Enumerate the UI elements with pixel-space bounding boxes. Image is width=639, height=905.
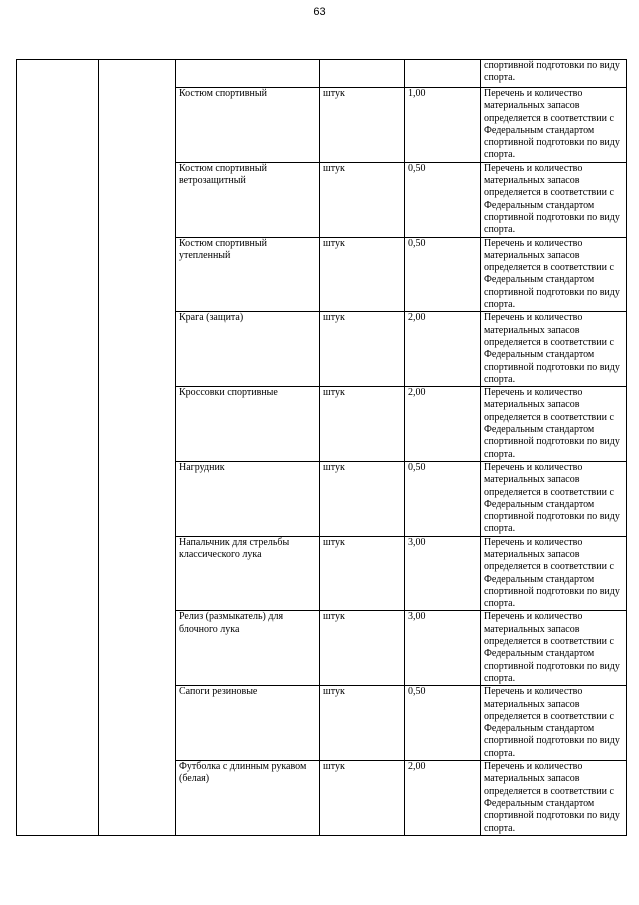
cell-name: Напальчник для стрельбы классического лука	[176, 536, 320, 611]
cell-quantity: 3,00	[405, 536, 481, 611]
cell-name: Футболка с длинным рукавом (белая)	[176, 761, 320, 836]
cell-quantity: 0,50	[405, 162, 481, 237]
page-number: 63	[313, 6, 326, 18]
cell-note: Перечень и количество материальных запасов определяется в соответствии с Федеральным стандартом спортивной подготовки по виду спорта.	[481, 761, 627, 836]
cell-note: Перечень и количество материальных запасов определяется в соответствии с Федеральным стандартом спортивной подготовки по виду спорта.	[481, 88, 627, 163]
cell-unit: штук	[320, 162, 405, 237]
cell-note: Перечень и количество материальных запасов определяется в соответствии с Федеральным стандартом спортивной подготовки по виду спорта.	[481, 536, 627, 611]
cell-note: спортивной подготовки по виду спорта.	[481, 60, 627, 88]
cell-note: Перечень и количество материальных запасов определяется в соответствии с Федеральным стандартом спортивной подготовки по виду спорта.	[481, 686, 627, 761]
cell-name: Сапоги резиновые	[176, 686, 320, 761]
cell-note: Перечень и количество материальных запасов определяется в соответствии с Федеральным стандартом спортивной подготовки по виду спорта.	[481, 162, 627, 237]
cell-quantity: 1,00	[405, 88, 481, 163]
cell-quantity: 2,00	[405, 761, 481, 836]
cell-unit: штук	[320, 237, 405, 312]
cell-unit: штук	[320, 686, 405, 761]
cell-note: Перечень и количество материальных запасов определяется в соответствии с Федеральным стандартом спортивной подготовки по виду спорта.	[481, 611, 627, 686]
side-column-2	[99, 60, 176, 836]
cell-quantity: 0,50	[405, 686, 481, 761]
cell-unit: штук	[320, 312, 405, 387]
cell-note: Перечень и количество материальных запасов определяется в соответствии с Федеральным стандартом спортивной подготовки по виду спорта.	[481, 461, 627, 536]
cell-quantity: 3,00	[405, 611, 481, 686]
cell-quantity: 2,00	[405, 312, 481, 387]
cell-name: Релиз (размыкатель) для блочного лука	[176, 611, 320, 686]
side-column-1	[17, 60, 99, 836]
cell-name: Костюм спортивный утепленный	[176, 237, 320, 312]
cell-note: Перечень и количество материальных запасов определяется в соответствии с Федеральным стандартом спортивной подготовки по виду спорта.	[481, 387, 627, 462]
cell-quantity	[405, 60, 481, 88]
cell-name: Кроссовки спортивные	[176, 387, 320, 462]
cell-unit	[320, 60, 405, 88]
materials-table	[16, 59, 627, 836]
cell-unit: штук	[320, 611, 405, 686]
continuation-row	[17, 60, 627, 88]
cell-unit: штук	[320, 461, 405, 536]
cell-name: Нагрудник	[176, 461, 320, 536]
cell-note: Перечень и количество материальных запасов определяется в соответствии с Федеральным стандартом спортивной подготовки по виду спорта.	[481, 237, 627, 312]
cell-note: Перечень и количество материальных запасов определяется в соответствии с Федеральным стандартом спортивной подготовки по виду спорта.	[481, 312, 627, 387]
cell-unit: штук	[320, 88, 405, 163]
cell-unit: штук	[320, 761, 405, 836]
cell-name	[176, 60, 320, 88]
cell-quantity: 2,00	[405, 387, 481, 462]
cell-unit: штук	[320, 536, 405, 611]
cell-name: Крага (защита)	[176, 312, 320, 387]
cell-name: Костюм спортивный ветрозащитный	[176, 162, 320, 237]
cell-unit: штук	[320, 387, 405, 462]
cell-quantity: 0,50	[405, 461, 481, 536]
cell-quantity: 0,50	[405, 237, 481, 312]
cell-name: Костюм спортивный	[176, 88, 320, 163]
